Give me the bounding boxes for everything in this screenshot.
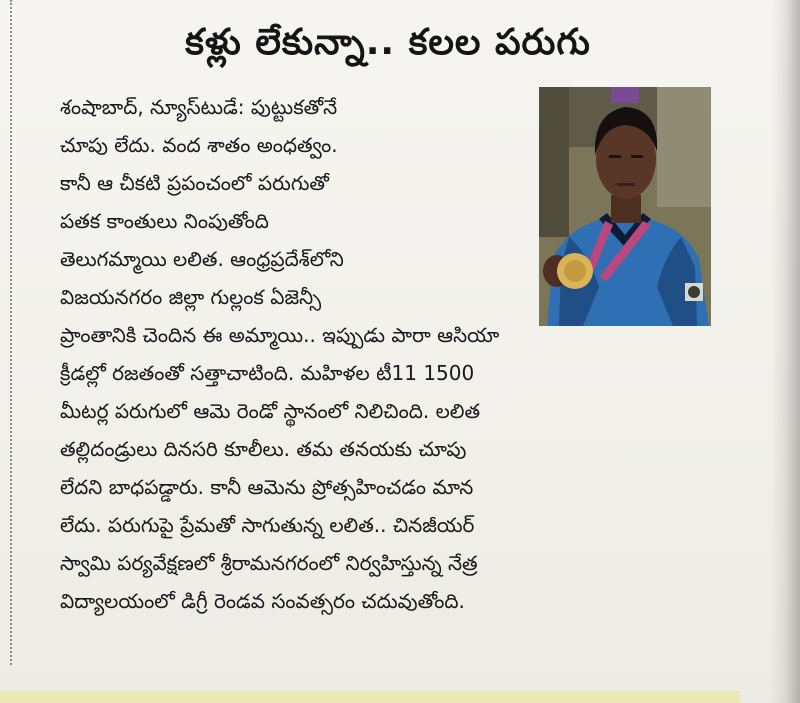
body-line-8: క్రీడల్లో రజతంతో సత్తాచాటింది. మహిళల టీ11 1500	[60, 361, 475, 385]
body-line-11: లేదని బాధపడ్డారు. కానీ ఆమెను ప్రోత్సహించడం మాన	[60, 475, 474, 499]
body-line-12: లేదు. పరుగుపై ప్రేమతో సాగుతున్న లలిత.. చినజీయర్	[60, 513, 475, 537]
body-line-5: తెలుగమ్మాయి లలిత. ఆంధ్రప్రదేశ్‌లోని	[60, 247, 344, 271]
headline: కళ్లు లేకున్నా.. కలల పరుగు	[185, 22, 591, 63]
body-line-9: మీటర్ల పరుగులో ఆమె రెండో స్థానంలో నిలిచింది. లలిత	[60, 399, 481, 423]
athlete-photo	[539, 87, 711, 326]
bottom-color-strip	[0, 691, 740, 703]
body-line-2: చూపు లేదు. వంద శాతం అంధత్వం.	[60, 133, 338, 157]
body-line-10: తల్లిదండ్రులు దినసరి కూలీలు. తమ తనయకు చూపు	[60, 437, 467, 461]
body-line-4: పతక కాంతులు నింపుతోంది	[60, 209, 269, 233]
athlete-photo-illustration	[539, 87, 711, 326]
body-line-3: కానీ ఆ చీకటి ప్రపంచంలో పరుగుతో	[60, 171, 329, 195]
body-line-6: విజయనగరం జిల్లా గుల్లంక ఏజెన్సీ	[60, 285, 322, 309]
body-line-13: స్వామి పర్యవేక్షణలో శ్రీరామనగరంలో నిర్వహిస్తున్న నేత్ర	[60, 551, 478, 575]
column-divider	[10, 0, 12, 665]
page-edge-shadow	[770, 0, 800, 703]
body-line-1: శంషాబాద్, న్యూస్‌టుడే: పుట్టుకతోనే	[60, 95, 338, 119]
body-line-7: ప్రాంతానికి చెందిన ఈ అమ్మాయి.. ఇప్పుడు పారా ఆసియా	[60, 323, 500, 347]
body-line-14: విద్యాలయంలో డిగ్రీ రెండవ సంవత్సరం చదువుతోంది.	[60, 589, 465, 613]
